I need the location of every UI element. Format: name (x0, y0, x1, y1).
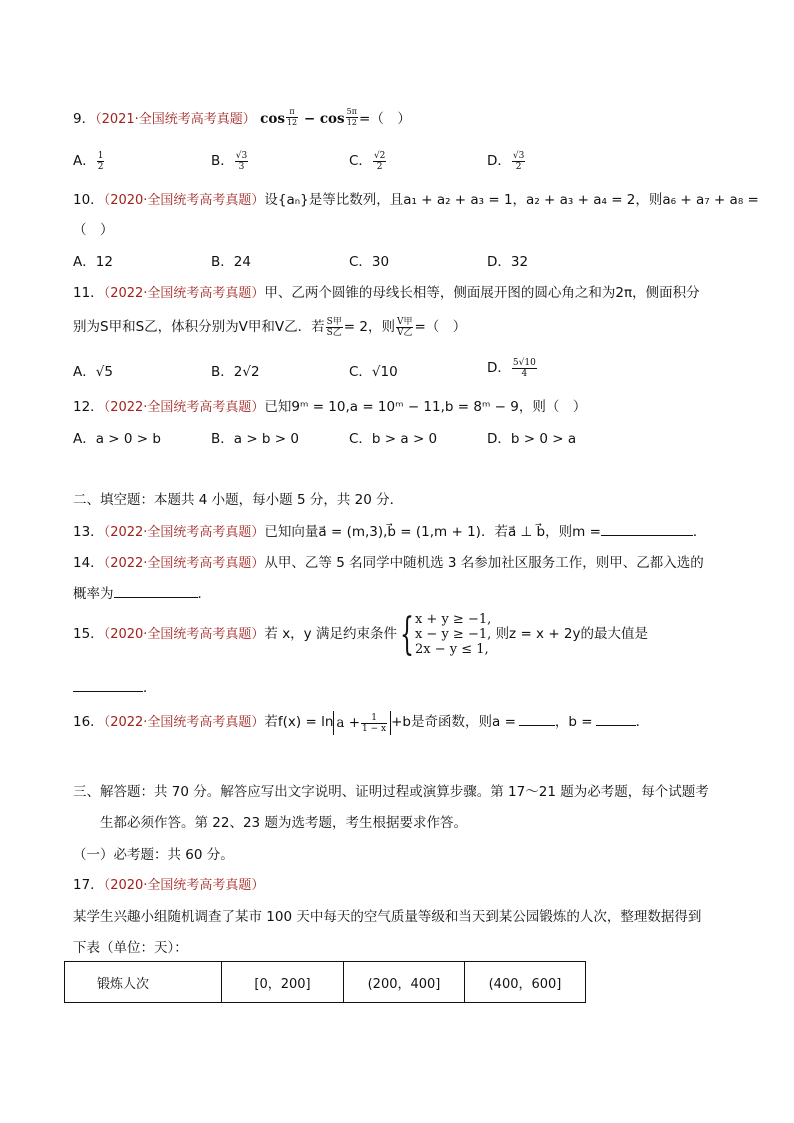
q17-text2: 下表（单位：天）： (73, 940, 188, 956)
q11-line2 (73, 315, 466, 338)
q15-brace: { (399, 608, 414, 660)
q11-text2b: = 2，则 (343, 319, 395, 335)
q11-option-c: C．√10 (349, 364, 398, 380)
q16-abs: a + $\frac{1}{1 - x}$ (333, 711, 391, 735)
q17-number: 17． (73, 877, 104, 893)
q11-option-a: A．√5 (73, 364, 113, 380)
q11-text2a: 别为S甲和S乙，体积分别为V甲和V乙．若 (73, 319, 325, 335)
q16-answer-blank-a[interactable] (519, 713, 555, 726)
table-header-cell: (200，400] (344, 962, 465, 1003)
q9-source: （2021·全国统考高考真题） (95, 112, 256, 127)
q11-v-ratio: $\frac{\text{V甲}}{\text{V乙}}$ (396, 317, 413, 338)
q12-source: （2022·全国统考高考真题） (103, 400, 265, 415)
q9-option-a: A． $\frac{1}{2}$ (73, 151, 104, 172)
q13-line (73, 520, 706, 540)
q9-number: 9． (73, 111, 96, 127)
q17-text1: 某学生兴趣小组随机调查了某市 100 天中每天的空气质量等级和当天到某公园锻炼的人次，整理数据得到 (73, 909, 702, 925)
q16-source: （2022·全国统考高考真题） (103, 715, 265, 730)
q11-text2c: =（ ） (414, 319, 467, 335)
q16-line (73, 710, 649, 735)
q16-sep: ，b = (554, 714, 593, 730)
q11-s-ratio: $\frac{\text{S甲}}{\text{S乙}}$ (326, 317, 342, 338)
q9-option-b: B． $\frac{√3}{3}$ (211, 151, 248, 172)
section-2-heading: 二、填空题：本题共 4 小题，每小题 5 分，共 20 分． (73, 492, 404, 508)
q12-option-a: A．a > 0 > b (73, 431, 161, 447)
q11-text1: 甲、乙两个圆锥的母线长相等，侧面展开图的圆心角之和为2π，侧面积分 (264, 285, 700, 301)
q11-option-b: B．2√2 (211, 364, 260, 380)
q10-option-a: A．12 (73, 254, 113, 270)
q10-line (73, 188, 759, 208)
q12-option-b: B．a > b > 0 (211, 431, 299, 447)
subsection-required: （一）必考题：共 60 分。 (73, 847, 234, 863)
q14-source: （2022·全国统考高考真题） (103, 556, 265, 571)
q14-number: 14． (73, 555, 104, 571)
q15-source: （2020·全国统考高考真题） (103, 627, 265, 642)
q11-source: （2022·全国统考高考真题） (103, 286, 265, 301)
q15-answer-blank[interactable] (73, 679, 143, 692)
q15-line2 (73, 676, 157, 696)
table-header-cell: [0，200] (222, 962, 344, 1003)
q17-header (73, 873, 264, 893)
q11-line1 (73, 281, 700, 301)
q9-option-d: D． $\frac{√3}{2}$ (487, 151, 525, 172)
q12-option-c: C．b > a > 0 (349, 431, 438, 447)
q16-end: ． (635, 714, 650, 730)
q13-text: 已知向量a⃗ = (m,3),b⃗ = (1,m + 1)．若a⃗ ⊥ b⃗，则m = (264, 524, 601, 540)
q9-line (73, 107, 411, 128)
section-3-line2: 生都必须作答。第 22、23 题为选考题，考生根据要求作答。 (100, 815, 467, 831)
q14-answer-blank[interactable] (114, 585, 198, 598)
q10-option-c: C．30 (349, 254, 390, 270)
q9-cos1: cos (260, 111, 285, 127)
q10-option-d: D．32 (487, 254, 529, 270)
q14-text2: 概率为 (73, 586, 114, 602)
q13-end: ． (692, 524, 707, 540)
q10-option-b: B．24 (211, 254, 251, 270)
q12-number: 12． (73, 399, 104, 415)
q17-table (64, 961, 586, 1003)
q10-text: 设{aₙ}是等比数列，且a₁ + a₂ + a₃ = 1，a₂ + a₃ + a₄ = 2，则a₆ + a₇ + a₈ = (264, 192, 759, 208)
q17-source: （2020·全国统考高考真题） (103, 878, 265, 893)
q15-number: 15． (73, 626, 104, 642)
q15-text2: 则z = x + 2y的最大值是 (495, 626, 649, 642)
q10-source: （2020·全国统考高考真题） (103, 193, 265, 208)
q10-paren: （ ） (73, 222, 114, 238)
q9-option-c: C． $\frac{√2}{2}$ (349, 151, 386, 172)
q15-constraints: x + y ≥ −1, x − y ≥ −1, 2x − y ≤ 1, (414, 612, 492, 657)
q14-end: ． (197, 586, 211, 602)
q16-answer-blank-b[interactable] (596, 713, 636, 726)
q9-exp2: $\frac{5\pi}{12}$ (346, 107, 358, 127)
q16-text1: 若f(x) = ln (264, 714, 334, 730)
q9-tail: =（ ） (359, 111, 411, 127)
q11-option-d: D． $\frac{5√10}{4}$ (487, 358, 536, 379)
q13-source: （2022·全国统考高考真题） (103, 525, 265, 540)
q10-number: 10． (73, 192, 104, 208)
q12-text: 已知9ᵐ = 10,a = 10ᵐ − 11,b = 8ᵐ − 9，则（ ） (264, 399, 587, 415)
q15-line1 (73, 608, 649, 660)
section-3-line1: 三、解答题：共 70 分。解答应写出文字说明、证明过程或演算步骤。第 17～21 题为必考题，每个试题考 (73, 784, 709, 800)
q16-number: 16． (73, 714, 104, 730)
q9-cos2: − cos (299, 111, 345, 127)
q15-text: 若 x，y 满足约束条件 (264, 626, 397, 642)
table-header-cell: (400，600] (465, 962, 586, 1003)
q12-line (73, 395, 586, 415)
q14-line1 (73, 551, 704, 571)
q14-text1: 从甲、乙等 5 名同学中随机选 3 名参加社区服务工作，则甲、乙都入选的 (264, 555, 704, 571)
q13-answer-blank[interactable] (601, 523, 693, 536)
q9-exp1: $\frac{\pi}{12}$ (286, 107, 298, 127)
table-header-cell: 锻炼人次 (65, 962, 222, 1003)
q11-number: 11． (73, 285, 104, 301)
q15-end: ． (143, 680, 157, 696)
q12-option-d: D．b > 0 > a (487, 431, 577, 447)
q14-line2 (73, 582, 211, 602)
table-row (65, 962, 586, 1003)
q16-text2: +b是奇函数，则a = (391, 714, 516, 730)
q13-number: 13． (73, 524, 104, 540)
